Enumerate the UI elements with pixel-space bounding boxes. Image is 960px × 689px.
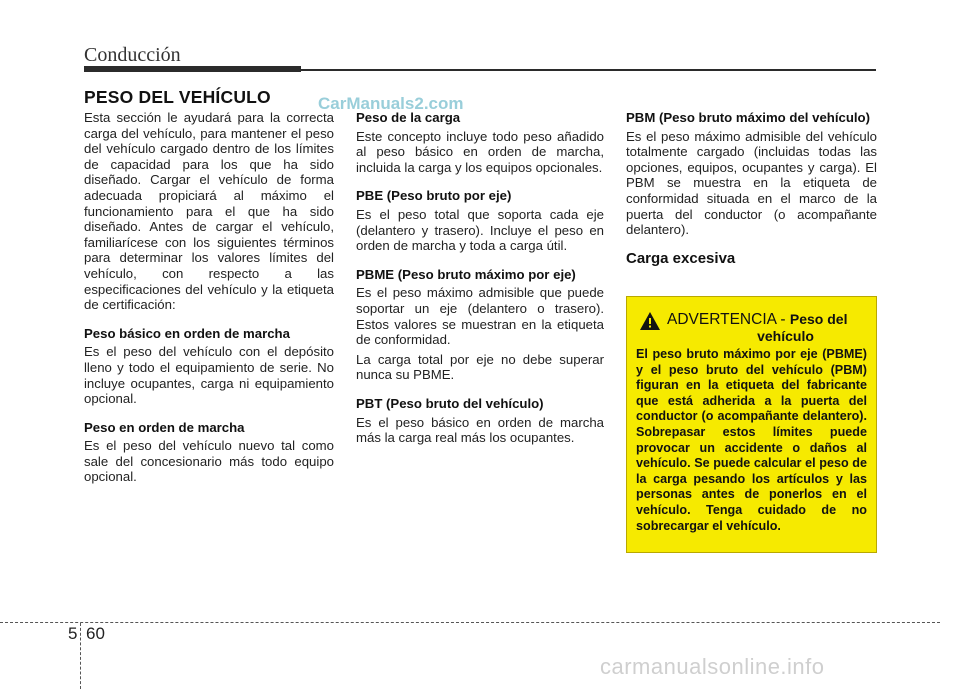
- term-heading: Peso en orden de marcha: [84, 419, 245, 435]
- column-2: [356, 110, 604, 459]
- warning-content: [633, 303, 870, 546]
- chapter-title: Conducción: [84, 44, 181, 66]
- header-rule-thick: [84, 66, 301, 72]
- term-heading: PBE (Peso bruto por eje): [356, 188, 512, 204]
- term-heading: Peso básico en orden de marcha: [84, 325, 290, 341]
- subsection-heading: Carga excesiva: [626, 249, 736, 267]
- column-3: [626, 110, 877, 280]
- term-paragraph: Es el peso básico en orden de marcha más la carga real más los ocupantes.: [356, 414, 604, 446]
- term-heading: Peso de la carga: [356, 110, 461, 125]
- chapter-number: 5: [68, 624, 78, 643]
- footer-divider: [0, 622, 940, 623]
- term-paragraph: Es el peso total que soporta cada eje (delantero y trasero). Incluye el peso en orden de marcha y toda a carga útil.: [356, 206, 604, 254]
- warning-text: El peso bruto máximo por eje (PBME) y el peso bruto del vehículo (PBM) figuran en la etiqueta del fabricante que está adherida a la puerta del conductor (o acompañante delantero). Sobrepasar estos límites puede provocar un accidente o daños al vehículo. Se puede calcular el peso de la carga pesando los artículos y las personas antes de ponerlos en el vehículo. Tenga cuidado de no sobrecargar el vehículo.: [636, 347, 867, 533]
- warning-label: ADVERTENCIA -: [667, 311, 786, 328]
- term-paragraph: Es el peso del vehículo con el depósito lleno y todo el equipamiento de serie. No incluye ocupantes, carga ni equipamiento opcional.: [84, 344, 334, 407]
- warning-triangle-icon: [639, 311, 661, 331]
- page-number: 60: [86, 624, 105, 643]
- term-paragraph: Es el peso máximo admisible que puede soportar un eje (delantero o trasero). Estos valores se muestran en la etiqueta de conformidad.: [356, 285, 604, 348]
- section-title: PESO DEL VEHÍCULO: [84, 87, 271, 107]
- term-paragraph: Es el peso del vehículo nuevo tal como sale del concesionario más todo equipo opcional.: [84, 438, 334, 485]
- column-1: [84, 110, 334, 498]
- watermark-text: CarManuals2.com: [318, 94, 464, 113]
- term-paragraph: Este concepto incluye todo peso añadido al peso básico en orden de marcha, incluida la carga y los equipos opcionales.: [356, 128, 604, 175]
- warning-title: [667, 311, 864, 345]
- term-heading: PBM (Peso bruto máximo del vehículo): [626, 110, 871, 125]
- term-heading: PBT (Peso bruto del vehículo): [356, 395, 544, 411]
- warning-title-line2: vehículo: [757, 328, 814, 344]
- term-heading: PBME (Peso bruto máximo por eje): [356, 266, 576, 282]
- term-paragraph: Es el peso máximo admisible del vehículo totalmente cargado (incluidas todas las opciones, equipos, ocupantes y carga). El PBM se muestra en la etiqueta de conformidad situada en el marco de la puerta del conductor (o acompañante delantero).: [626, 128, 877, 238]
- footer-vertical-divider: [80, 623, 81, 689]
- term-paragraph: La carga total por eje no debe superar nunca su PBME.: [356, 351, 604, 383]
- warning-box: [626, 296, 877, 553]
- intro-paragraph: Esta sección le ayudará para la correcta carga del vehículo, para mantener el peso del vehículo cargado dentro de los límites de capacidad para los que ha sido diseñado. Cargar el vehículo de forma adecuada propiciará al máximo el funcionamiento para el que ha sido diseñado. Antes de cargar el vehículo, familiarícese con los siguientes términos para determinar los valores límites del vehículo, con respecto a las especificaciones del vehículo y la etiqueta de certificación:: [84, 110, 334, 313]
- header-rule-thin: [301, 69, 876, 71]
- site-watermark: carmanualsonline.info: [600, 654, 825, 679]
- warning-title-line1: Peso del: [789, 311, 848, 327]
